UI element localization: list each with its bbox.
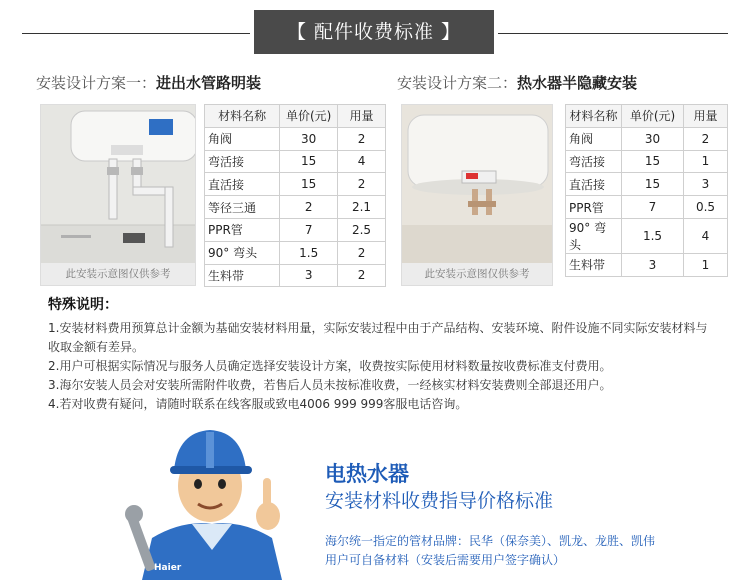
table-row: [205, 173, 386, 196]
note-item: 3.海尔安装人员会对安装所需附件收费，若售后人员未按标准收费，一经核实材料安装费则全部退还用户。: [48, 378, 612, 392]
quantity: 1: [684, 253, 728, 276]
table-row: [205, 127, 386, 150]
material-name: 直活接: [566, 173, 622, 196]
plan-1-photo-caption: 此安装示意图仅供参考: [41, 263, 195, 285]
plan-2-title-bold: 热水器半隐藏安装: [517, 74, 638, 92]
unit-price: 3: [622, 253, 684, 276]
table-header-row: [205, 105, 386, 128]
promo-brand-info: [325, 532, 725, 570]
column-header: 用量: [338, 105, 386, 128]
material-name: 生料带: [205, 264, 280, 287]
quantity: 4: [684, 218, 728, 253]
table-row: [205, 196, 386, 219]
unit-price: 2: [280, 196, 338, 219]
column-header: 单价(元): [280, 105, 338, 128]
promo-title: 电热水器: [325, 462, 409, 486]
table-row: [566, 127, 728, 150]
semi-hidden-installation-image: [402, 105, 553, 286]
plan-1-materials-table: [204, 104, 386, 287]
quantity: 2: [338, 241, 386, 264]
plan-1-title-prefix: 安装设计方案一：: [36, 74, 157, 92]
unit-price: 15: [622, 150, 684, 173]
plan-2-title-prefix: 安装设计方案二：: [397, 74, 518, 92]
quantity: 2.5: [338, 218, 386, 241]
material-name: 弯活接: [205, 150, 280, 173]
section-title: 【 配件收费标准 】: [254, 10, 494, 54]
promo-brand-line-2: 用户可自备材料（安装后需要用户签字确认）: [325, 553, 566, 567]
unit-price: 30: [622, 127, 684, 150]
plan-2-materials-table: [565, 104, 728, 277]
plan-1-title: [36, 72, 386, 98]
plan-1-photo: [40, 104, 196, 286]
table-row: [566, 150, 728, 173]
quantity: 4: [338, 150, 386, 173]
quantity: 3: [684, 173, 728, 196]
table-header-row: [566, 105, 728, 128]
note-item: 2.用户可根据实际情况与服务人员确定选择安装设计方案，收费按实际使用材料数量按收费标准支付费用。: [48, 359, 612, 373]
unit-price: 1.5: [280, 241, 338, 264]
column-header: 材料名称: [205, 105, 280, 128]
material-name: 等径三通: [205, 196, 280, 219]
unit-price: 15: [280, 150, 338, 173]
table-row: [566, 218, 728, 253]
material-name: 直活接: [205, 173, 280, 196]
quantity: 0.5: [684, 196, 728, 219]
quantity: 2: [338, 127, 386, 150]
unit-price: 3: [280, 264, 338, 287]
unit-price: 15: [622, 173, 684, 196]
install-plan-2: [397, 72, 732, 280]
material-name: 90° 弯头: [566, 218, 622, 253]
quantity: 1: [684, 150, 728, 173]
material-name: 90° 弯头: [205, 241, 280, 264]
unit-price: 1.5: [622, 218, 684, 253]
table-row: [566, 173, 728, 196]
plan-1-title-bold: 进出水管路明装: [156, 74, 262, 92]
material-name: PPR管: [566, 196, 622, 219]
column-header: 材料名称: [566, 105, 622, 128]
note-item: 4.若对收费有疑问，请随时联系在线客服或致电4006 999 999客服电话咨询。: [48, 397, 468, 411]
material-name: 弯活接: [566, 150, 622, 173]
plan-2-photo: [401, 104, 553, 286]
header-divider-right: [498, 33, 728, 34]
table-row: [205, 264, 386, 287]
material-name: 角阀: [205, 127, 280, 150]
quantity: 2: [338, 264, 386, 287]
unit-price: 30: [280, 127, 338, 150]
promo-banner: [0, 420, 750, 580]
column-header: 单价(元): [622, 105, 684, 128]
material-name: 生料带: [566, 253, 622, 276]
quantity: 2.1: [338, 196, 386, 219]
material-name: PPR管: [205, 218, 280, 241]
plan-2-title: [397, 72, 732, 98]
plan-2-photo-caption: 此安装示意图仅供参考: [402, 263, 552, 285]
table-row: [205, 150, 386, 173]
exposed-pipe-installation-image: [41, 105, 196, 286]
special-notes: [48, 296, 718, 414]
column-header: 用量: [684, 105, 728, 128]
special-notes-title: 特殊说明：: [48, 297, 118, 313]
material-name: 角阀: [566, 127, 622, 150]
header-divider-left: [22, 33, 250, 34]
unit-price: 7: [622, 196, 684, 219]
note-item: 1.安装材料费用预算总计金额为基础安装材料用量，实际安装过程中由于产品结构、安装环境、附件设施不同实际安装材料与收取金额有差异。: [48, 321, 708, 354]
shirt-logo: Haier: [154, 563, 182, 573]
promo-brand-line-1: 海尔统一指定的管材品牌：民华（保奈美）、凯龙、龙胜、凯伟: [325, 534, 656, 548]
table-row: [205, 218, 386, 241]
unit-price: 7: [280, 218, 338, 241]
quantity: 2: [684, 127, 728, 150]
unit-price: 15: [280, 173, 338, 196]
table-row: [205, 241, 386, 264]
table-row: [566, 196, 728, 219]
install-plan-1: [36, 72, 386, 283]
installer-mascot-image: [122, 420, 292, 580]
quantity: 2: [338, 173, 386, 196]
promo-subtitle: 安装材料收费指导价格标准: [325, 490, 554, 512]
table-row: [566, 253, 728, 276]
